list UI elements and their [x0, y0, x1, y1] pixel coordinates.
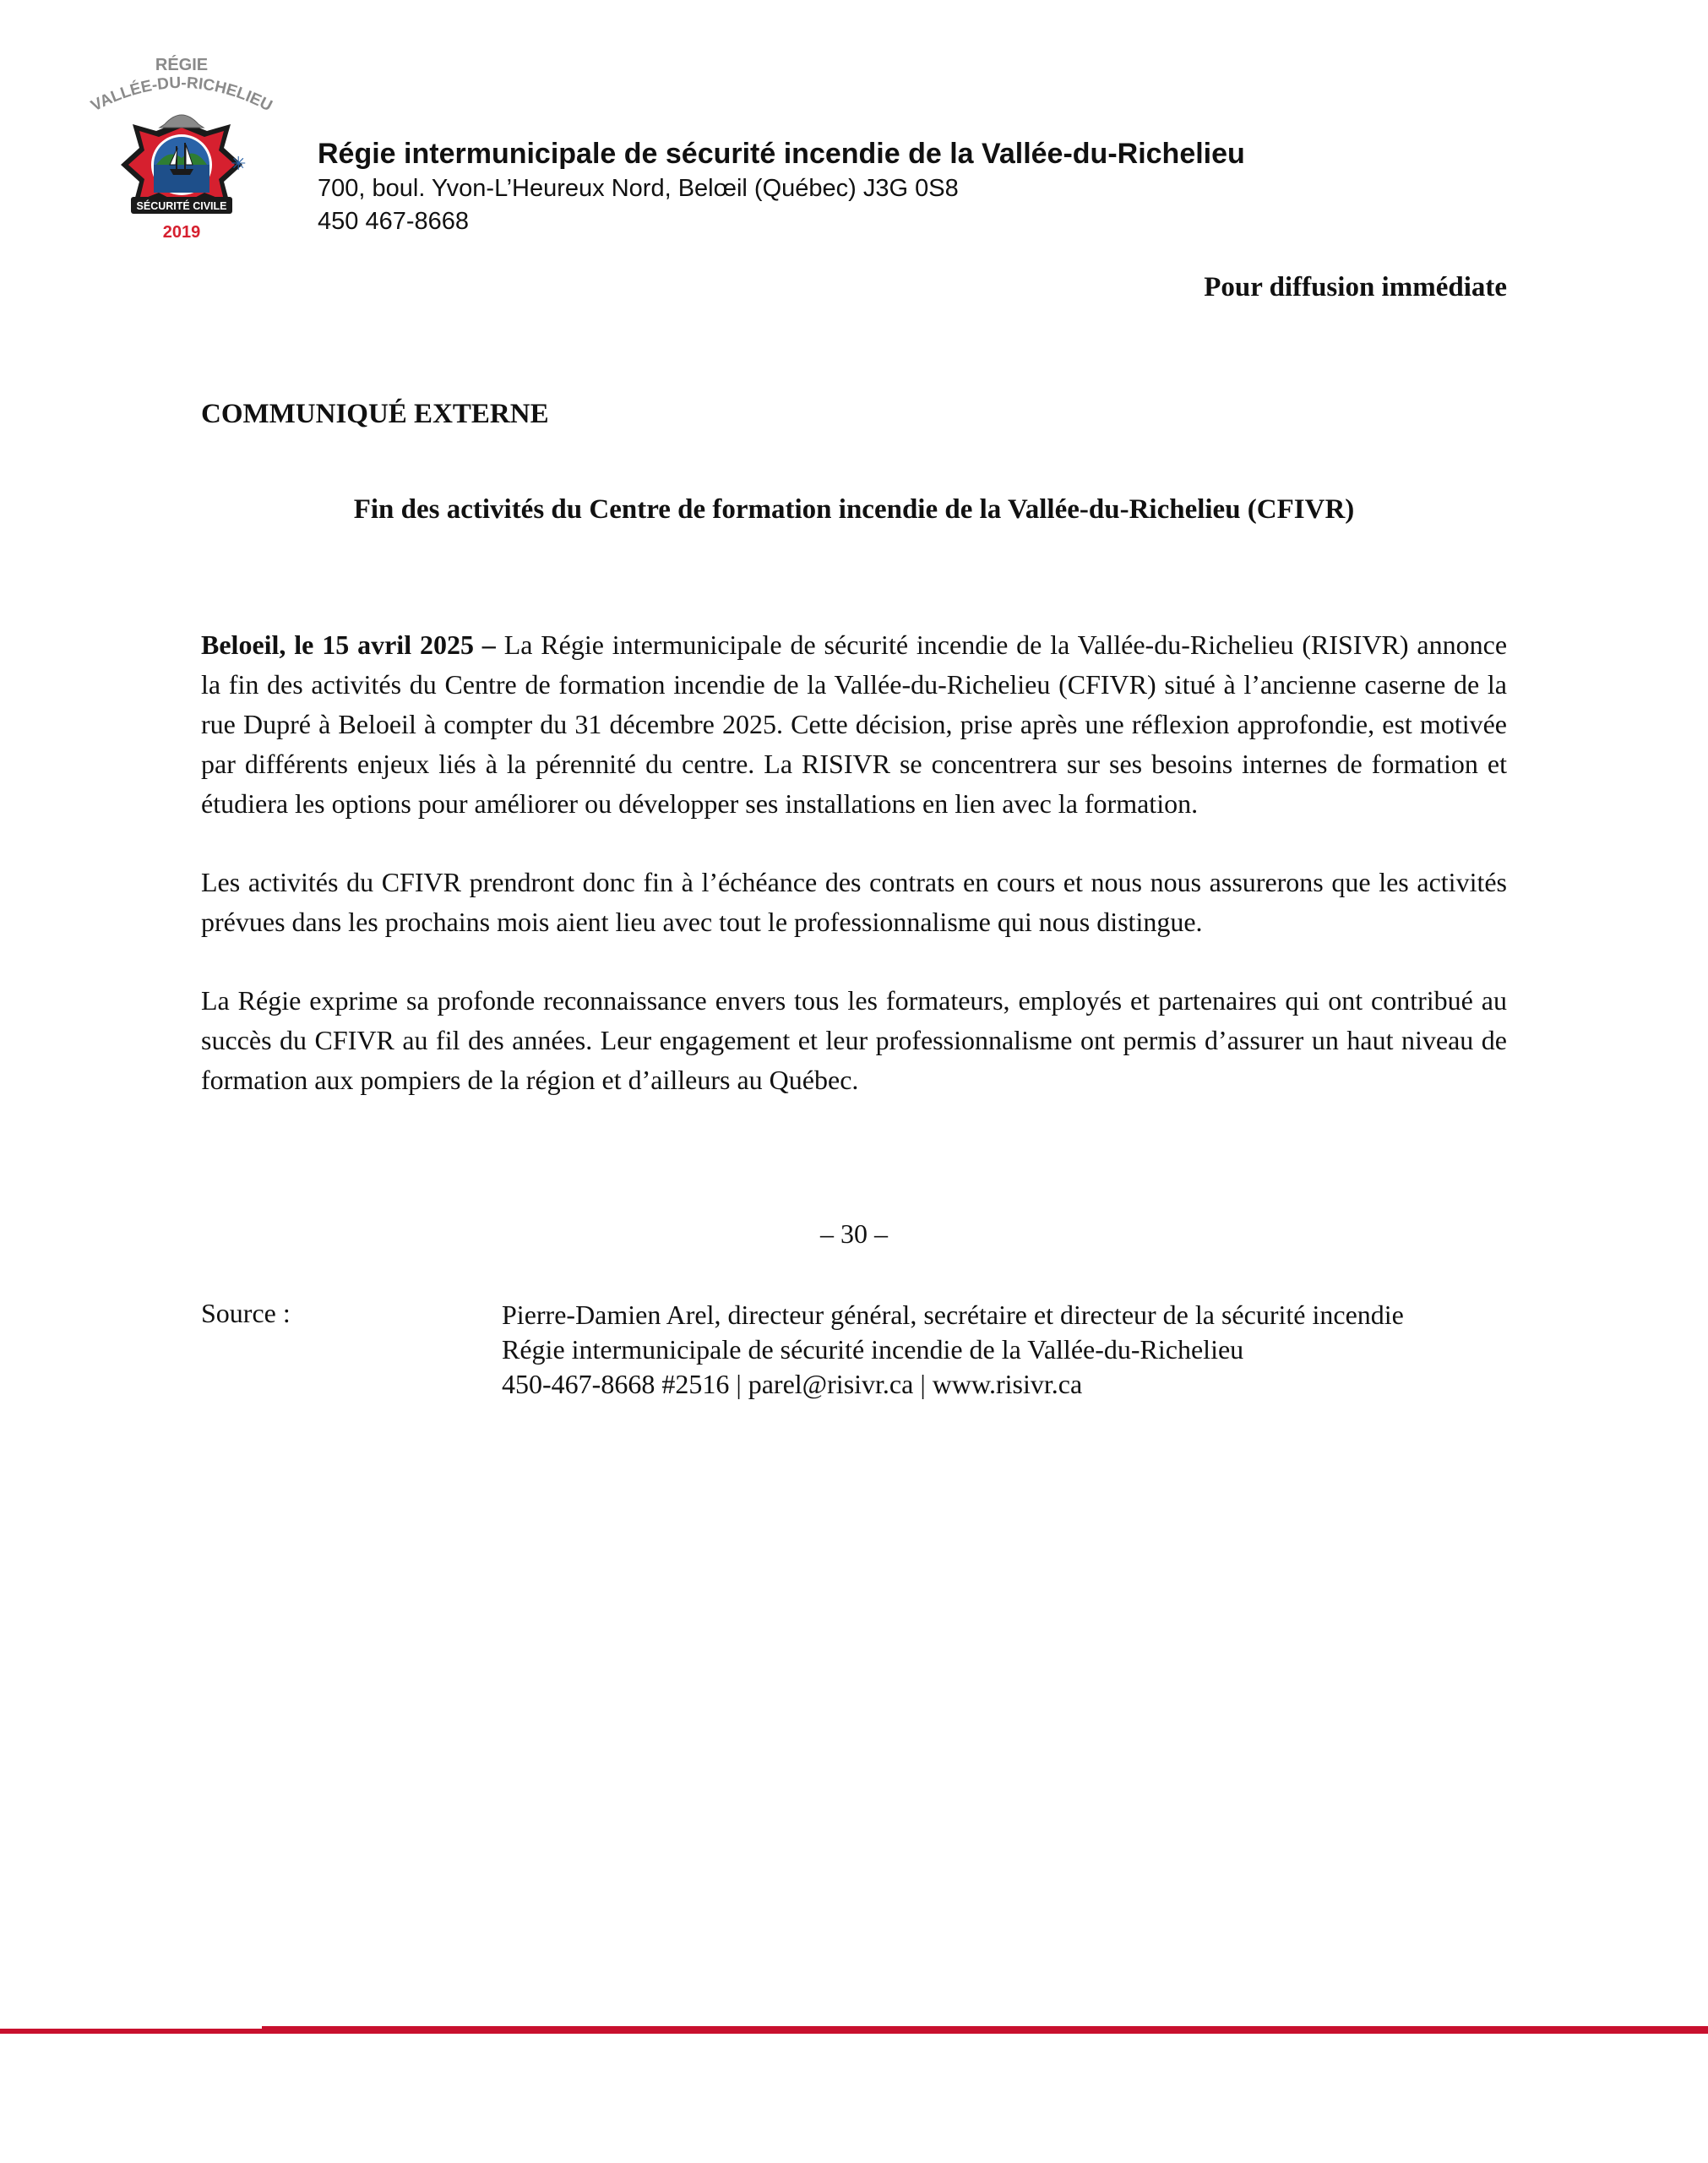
- organization-address: 700, boul. Yvon-L’Heureux Nord, Belœil (Québec) J3G 0S8: [318, 175, 959, 202]
- paragraph-1-text: La Régie intermunicipale de sécurité incendie de la Vallée-du-Richelieu (RISIVR) annonce la fin des activités du Centre de formation incendie de la Vallée-du-Richelieu (CFIVR) situé à l’ancienne caserne de la rue Dupré à Beloeil à compter du 31 décembre 2025. Cette décision, prise après une réflexion approfondie, est motivée par différents enjeux liés à la pérennité du centre. La RISIVR se concentrera sur ses besoins internes de formation et étudiera les options pour améliorer ou développer ses installations en lien avec la formation.: [201, 629, 1508, 819]
- paragraph-2: Les activités du CFIVR prendront donc fin à l’échéance des contrats en cours et nous nous assurerons que les activités prévues dans les prochains mois aient lieu avec tout le professionnalisme qui nous distingue.: [201, 867, 1507, 937]
- logo-year: 2019: [162, 223, 201, 242]
- press-release-title: Fin des activités du Centre de formation incendie de la Vallée-du-Richelieu (CFIVR): [353, 494, 1355, 525]
- logo-arc-bottom: VALLÉE-DU-RICHELIEU: [88, 74, 275, 116]
- footer-rule: [0, 2029, 1708, 2034]
- star-of-life-icon: ✳: [231, 153, 247, 174]
- organization-name: Régie intermunicipale de sécurité incendie de la Vallée-du-Richelieu: [318, 138, 1245, 170]
- source-name-title: Pierre-Damien Arel, directeur général, secrétaire et directeur de la sécurité incendie: [502, 1299, 1404, 1330]
- logo-banner: SÉCURITÉ CIVILE: [136, 200, 227, 212]
- source-organization: Régie intermunicipale de sécurité incendie de la Vallée-du-Richelieu: [502, 1334, 1244, 1365]
- communique-type: COMMUNIQUÉ EXTERNE: [201, 399, 549, 429]
- end-mark: – 30 –: [820, 1218, 888, 1249]
- source-contact-details: 450-467-8668 #2516 | parel@risivr.ca | www.risivr.ca: [502, 1369, 1083, 1399]
- maltese-cross-emblem: [80, 46, 283, 266]
- logo-arc-top: RÉGIE: [155, 56, 209, 74]
- press-release-body: [201, 625, 1507, 1139]
- letterhead: [318, 135, 1245, 238]
- paragraph-1: [201, 625, 1507, 824]
- organization-phone: 450 467-8668: [318, 208, 469, 235]
- source-label: Source :: [201, 1298, 291, 1328]
- organization-logo: [80, 46, 283, 266]
- source-contact: [502, 1298, 1448, 1402]
- dateline: Beloeil, le 15 avril 2025 –: [201, 629, 496, 660]
- paragraph-3: La Régie exprime sa profonde reconnaissance envers tous les formateurs, employés et partenaires qui ont contribué au succès du CFIVR au fil des années. Leur engagement et leur professionnalisme ont permis d’assurer un haut niveau de formation aux pompiers de la région et d’ailleurs au Québec.: [201, 985, 1507, 1095]
- release-note: Pour diffusion immédiate: [1204, 272, 1507, 302]
